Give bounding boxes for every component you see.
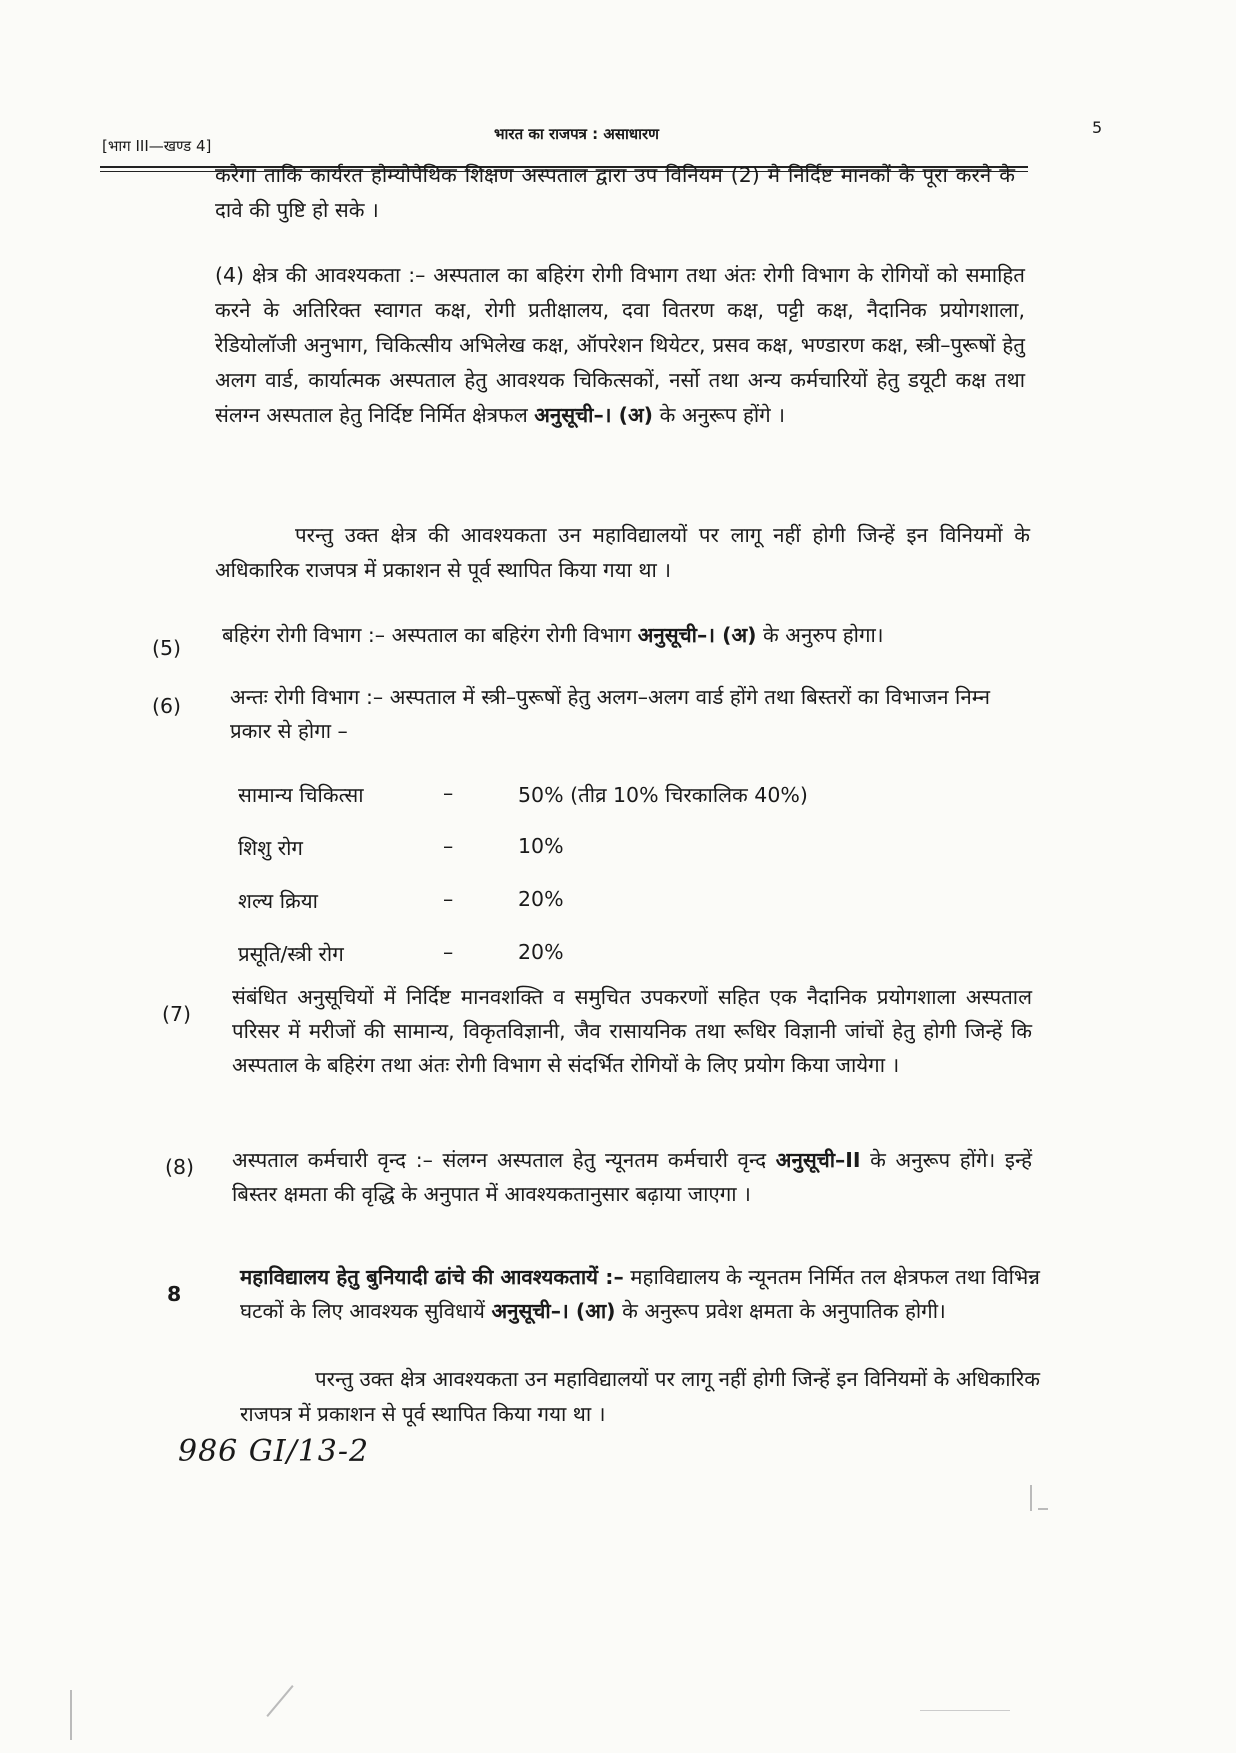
clause-number: (5) (152, 636, 182, 660)
clause-text-end: के अनुरुप होगा। (763, 623, 884, 647)
handwritten-reference: 986 GI/13-2 (178, 1434, 370, 1469)
bed-category: प्रसूति/स्त्री रोग (238, 942, 344, 966)
bed-row (238, 940, 938, 974)
dash: – (443, 887, 454, 911)
dash: – (443, 834, 454, 858)
scan-mark (1038, 1508, 1048, 1510)
clause-text: बहिरंग रोगी विभाग :– अस्पताल का बहिरंग रोगी विभाग (222, 623, 632, 647)
bed-share: 10% (518, 834, 564, 858)
clause-text: अस्पताल कर्मचारी वृन्द :– संलग्न अस्पताल हेतु न्यूनतम कर्मचारी वृन्द (232, 1148, 767, 1172)
scan-mark (266, 1685, 293, 1717)
section-text: महाविद्यालय के न्यूनतम निर्मित तल क्षेत्रफल तथा विभिन्न घटकों के लिए आवश्यक सुविधायें (240, 1265, 1040, 1323)
scan-mark (1030, 1485, 1032, 1511)
section-number: 8 (167, 1282, 182, 1306)
bed-category: शल्य क्रिया (238, 889, 318, 913)
clause-number: (8) (165, 1155, 195, 1179)
proviso-note: परन्तु उक्त क्षेत्र आवश्यकता उन महाविद्यालयों पर लागू नहीं होगी जिन्हें इन विनियमों के अधिकारिक राजपत्र में प्रकाशन से पूर्व स्थापित किया गया था । (240, 1367, 1041, 1426)
bed-category: सामान्य चिकित्सा (238, 783, 364, 807)
schedule-reference: अनुसूची–II (775, 1148, 861, 1172)
bed-share: 50% (तीव्र 10% चिरकालिक 40%) (518, 783, 808, 807)
clause-staff (232, 1143, 1032, 1211)
proviso-paragraph: परन्तु उक्त क्षेत्र की आवश्यकता उन महाविद्यालयों पर लागू नहीं होगी जिन्हें इन विनियमों के अधिकारिक राजपत्र में प्रकाशन से पूर्व स्थापित किया गया था । (215, 523, 1030, 582)
bed-category: शिशु रोग (238, 836, 303, 860)
bed-share: 20% (518, 940, 564, 964)
header-title: भारत का राजपत्र : असाधारण (494, 125, 659, 143)
clause-text-end: के अनुरूप होंगे। इन्हें बिस्तर क्षमता की वृद्धि के अनुपात में आवश्यकतानुसार बढ़ाया जाएगा । (232, 1148, 1032, 1206)
bed-row (238, 834, 938, 868)
section-heading: महाविद्यालय हेतु बुनियादी ढांचे की आवश्यकतायें :– (240, 1265, 624, 1289)
header-section: [भाग III—खण्ड 4] (102, 137, 212, 155)
bed-row (238, 887, 938, 921)
schedule-reference: अनुसूची–। (अ) (637, 623, 757, 647)
scan-mark (70, 1690, 72, 1740)
clause-opd (222, 618, 962, 652)
paragraph-text: (4) क्षेत्र की आवश्यकता :– अस्पताल का बहिरंग रोगी विभाग तथा अंतः रोगी विभाग के रोगियों को समाहित करने के अतिरिक्त स्वागत कक्ष, रोगी प्रतीक्षालय, दवा वितरण कक्ष, पट्टी कक्ष, नैदानिक प्रयोगशाला, रेडियोलॉजी अनुभाग, चिकित्सीय अभिलेख कक्ष, ऑपरेशन थियेटर, प्रसव कक्ष, भण्डारण कक्ष, स्त्री–पुरूषों हेतु अलग वार्ड, कार्यात्मक अस्पताल हेतु आवश्यक चिकित्सकों, नर्सो तथा अन्य कर्मचारियों हेतु डयूटी कक्ष तथा संलग्न अस्पताल हेतु निर्दिष्ट निर्मित क्षेत्रफल (215, 263, 1025, 427)
clause-number: (7) (162, 1002, 192, 1026)
schedule-reference: अनुसूची–। (आ) (491, 1299, 616, 1323)
clause-laboratory: संबंधित अनुसूचियों में निर्दिष्ट मानवशक्ति व समुचित उपकरणों सहित एक नैदानिक प्रयोगशाला अस्पताल परिसर में मरीजों की सामान्य, विकृतविज्ञानी, जैव रासायनिक तथा रूधिर विज्ञानी जांचों हेतु होगी जिन्हें कि अस्पताल के बहिरंग तथा अंतः रोगी विभाग से संदर्भित रोगियों के लिए प्रयोग किया जायेगा । (232, 985, 1032, 1077)
paragraph-continuation: करेगा ताकि कार्यरत होम्योपैथिक शिक्षण अस्पताल द्वारा उप विनियम (2) मे निर्दिष्ट मानकों के पूरा करने के दावे की पुष्टि हो सके । (215, 163, 1015, 222)
dash: – (443, 940, 454, 964)
scan-mark (920, 1710, 1010, 1711)
bed-share: 20% (518, 887, 564, 911)
clause-number: (6) (152, 694, 182, 718)
paragraph-area-requirement (215, 258, 1025, 433)
section-text-end: के अनुरूप प्रवेश क्षमता के अनुपातिक होगी। (622, 1299, 946, 1323)
page-number: 5 (1092, 118, 1103, 137)
dash: – (443, 781, 454, 805)
bed-row (238, 781, 938, 815)
paragraph-text-end: के अनुरूप होंगे । (659, 403, 785, 427)
clause-ipd: अन्तः रोगी विभाग :– अस्पताल में स्त्री–पुरूषों हेतु अलग–अलग वार्ड होंगे तथा बिस्तरों का विभाजन निम्न प्रकार से होगा – (230, 685, 990, 743)
schedule-reference: अनुसूची–। (अ) (534, 403, 654, 427)
section-infrastructure (240, 1260, 1040, 1328)
